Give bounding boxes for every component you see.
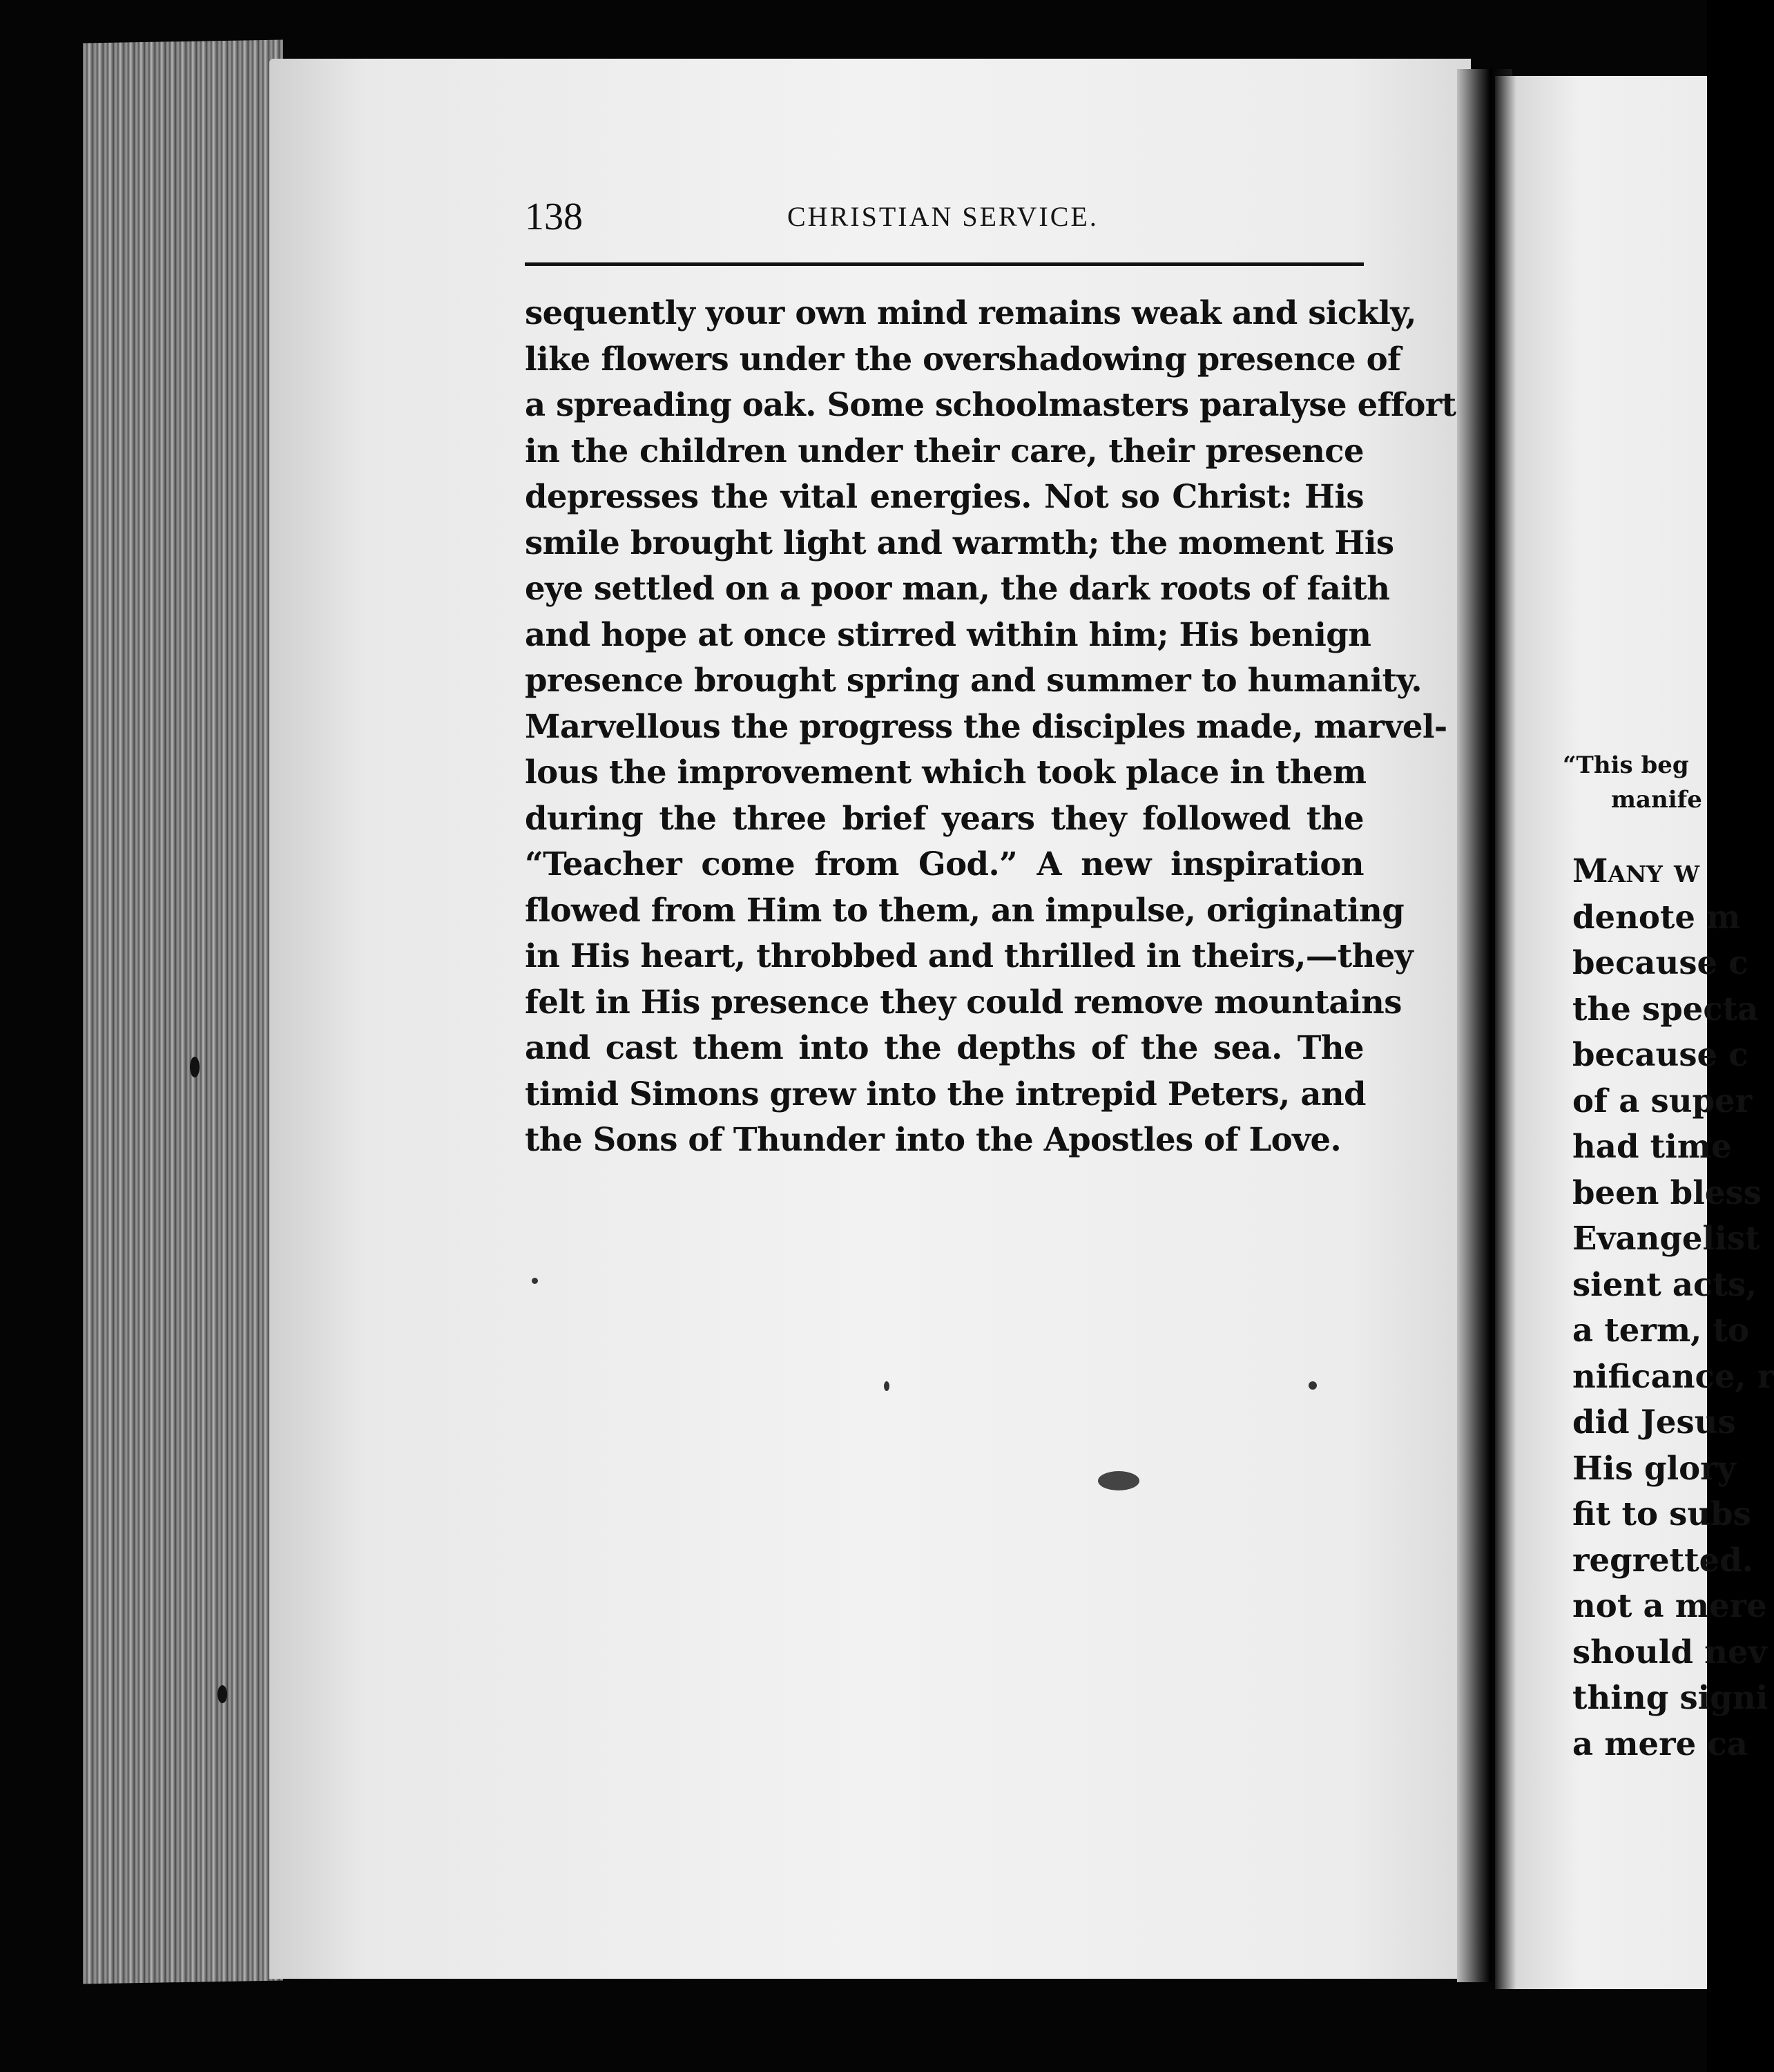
right-page-text xyxy=(1572,848,1774,1767)
right-page-line: thing signi xyxy=(1572,1678,1768,1716)
text-line: lous the improvement which took place in them xyxy=(525,753,1367,791)
text-line: felt in His presence they could remove mountains xyxy=(525,982,1402,1021)
text-line: presence brought spring and summer to humanity. xyxy=(525,661,1423,699)
page-number: 138 xyxy=(525,195,583,238)
right-page-line: did Jesus xyxy=(1572,1403,1736,1441)
right-page-line: Evangelist xyxy=(1572,1219,1760,1257)
header-rule xyxy=(525,262,1364,266)
text-line: during the three brief years they followed the xyxy=(525,798,1364,837)
right-page-line: should nev xyxy=(1572,1632,1767,1671)
text-line: eye settled on a poor man, the dark roots of faith xyxy=(525,569,1390,607)
epigraph-line: “This beg xyxy=(1563,751,1689,779)
scan-speck xyxy=(532,1278,538,1284)
scan-speck xyxy=(218,1685,227,1703)
book-page-edges xyxy=(83,39,283,1984)
text-line: smile brought light and warmth; the moment His xyxy=(525,523,1394,562)
body-text xyxy=(525,290,1456,1163)
right-page-line: nificance, r xyxy=(1572,1356,1774,1395)
text-line: in His heart, throbbed and thrilled in theirs,—they xyxy=(525,937,1414,975)
scan-speck xyxy=(884,1381,889,1391)
running-head xyxy=(525,195,1353,250)
scan-speck xyxy=(1309,1381,1317,1390)
text-line: in the children under their care, their presence xyxy=(525,431,1364,470)
right-page-line: fit to subs xyxy=(1572,1495,1751,1533)
running-head-title: CHRISTIAN SERVICE. xyxy=(787,201,1099,232)
right-page-line: of a super xyxy=(1572,1081,1753,1120)
right-page-line: the specta xyxy=(1572,989,1759,1028)
right-page xyxy=(1495,76,1774,1989)
right-page-line: because c xyxy=(1572,1035,1748,1073)
scan-speck xyxy=(190,1057,200,1077)
right-page-line: denote m xyxy=(1572,897,1741,936)
right-page-line: His glory xyxy=(1572,1448,1736,1487)
text-line: and hope at once stirred within him; His benign xyxy=(525,615,1371,653)
epigraph-line: manife xyxy=(1611,786,1702,814)
text-line: depresses the vital energies. Not so Christ: His xyxy=(525,477,1364,515)
right-page-line: a mere ca xyxy=(1572,1724,1748,1763)
text-line: like flowers under the overshadowing presence of xyxy=(525,339,1401,378)
text-line: and cast them into the depths of the sea. The xyxy=(525,1028,1364,1066)
text-line: sequently your own mind remains weak and sickly, xyxy=(525,294,1416,332)
text-line: a spreading oak. Some schoolmasters paralyse effort xyxy=(525,385,1456,423)
right-page-line: because c xyxy=(1572,943,1748,981)
right-page-line: not a mere xyxy=(1572,1586,1767,1624)
right-page-line: had time xyxy=(1572,1127,1732,1165)
right-page-line: sient acts, xyxy=(1572,1265,1757,1303)
scan-speck xyxy=(1098,1471,1139,1490)
right-page-epigraph xyxy=(1563,748,1702,817)
text-line: flowed from Him to them, an impulse, originating xyxy=(525,890,1405,929)
text-line: the Sons of Thunder into the Apostles of Love. xyxy=(525,1120,1342,1158)
text-line: Marvellous the progress the disciples made, marvel- xyxy=(525,707,1447,745)
text-line: “Teacher come from God.” A new inspiration xyxy=(525,845,1364,883)
right-page-line: regretted. xyxy=(1572,1540,1753,1579)
right-page-line: a term, to xyxy=(1572,1311,1749,1349)
right-page-line: Many w xyxy=(1572,852,1700,890)
right-page-line: been bless xyxy=(1572,1173,1762,1211)
text-line: timid Simons grew into the intrepid Peters, and xyxy=(525,1074,1366,1113)
